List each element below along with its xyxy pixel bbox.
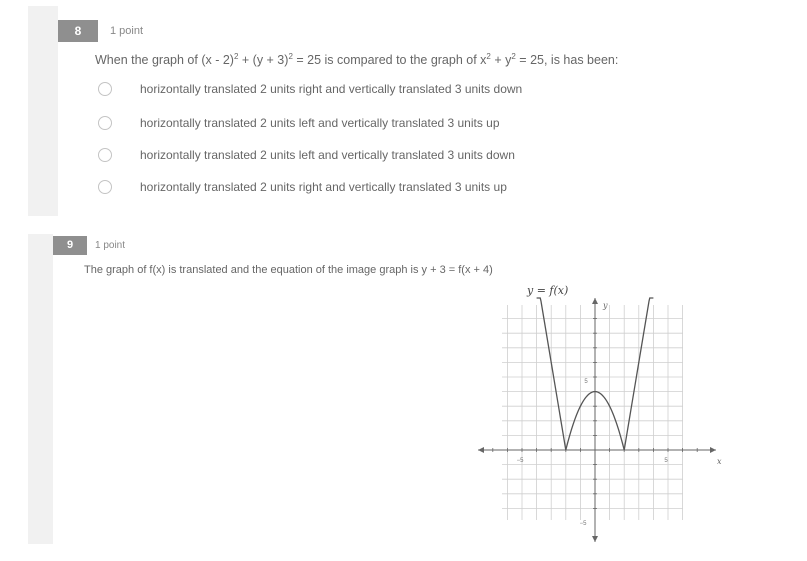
q8-option-1-label[interactable]: horizontally translated 2 units right and vertically translated 3 units down (140, 82, 523, 96)
y-tick-label-neg5: −5 (579, 521, 587, 527)
question-9-side-strip (28, 234, 53, 544)
q8-option-4[interactable] (98, 177, 507, 197)
graph-title: y = f(x) (527, 284, 569, 297)
q8-option-2-label[interactable]: horizontally translated 2 units left and vertically translated 3 units up (140, 116, 500, 130)
question-9-text: The graph of f(x) is translated and the equation of the image graph is y + 3 = f(x + 4) (84, 264, 493, 276)
function-graph-svg (470, 280, 730, 546)
question-8-text: When the graph of $(x - 2)^2 + (y + 3)^2 = 25$ is compared to the graph of $x^2 + y^2 = 25$, is has been: (95, 52, 619, 67)
q8-option-2[interactable] (98, 113, 500, 133)
x-tick-label-5: 5 (664, 458, 668, 464)
question-8-side-strip (28, 6, 58, 216)
q8-option-4-radio[interactable] (98, 180, 112, 194)
q8-option-3-label[interactable]: horizontally translated 2 units left and vertically translated 3 units down (140, 148, 515, 162)
q8-option-3-radio[interactable] (98, 148, 112, 162)
q8-option-1-radio[interactable] (98, 82, 112, 96)
question-8-number: 8 (58, 20, 98, 42)
y-axis-arrow-up (592, 298, 598, 304)
q8-option-2-radio[interactable] (98, 116, 112, 130)
question-8-points: 1 point (110, 25, 144, 37)
x-tick-label-neg5: −5 (516, 458, 524, 464)
question-9-points: 1 point (95, 240, 126, 251)
q8-option-3[interactable] (98, 145, 515, 165)
function-graph (470, 280, 730, 546)
y-axis-label: y (603, 301, 608, 310)
y-axis-arrow-down (592, 536, 598, 542)
graph-axes (478, 298, 716, 542)
x-axis-arrow-left (478, 447, 484, 453)
graph-grid (502, 305, 683, 520)
y-tick-label-5: 5 (584, 379, 588, 385)
x-axis-label: x (717, 457, 722, 466)
q8-option-4-label[interactable]: horizontally translated 2 units right and vertically translated 3 units up (140, 180, 507, 194)
question-9-number: 9 (53, 236, 87, 255)
q8-option-1[interactable] (98, 79, 522, 99)
x-axis-arrow-right (710, 447, 716, 453)
